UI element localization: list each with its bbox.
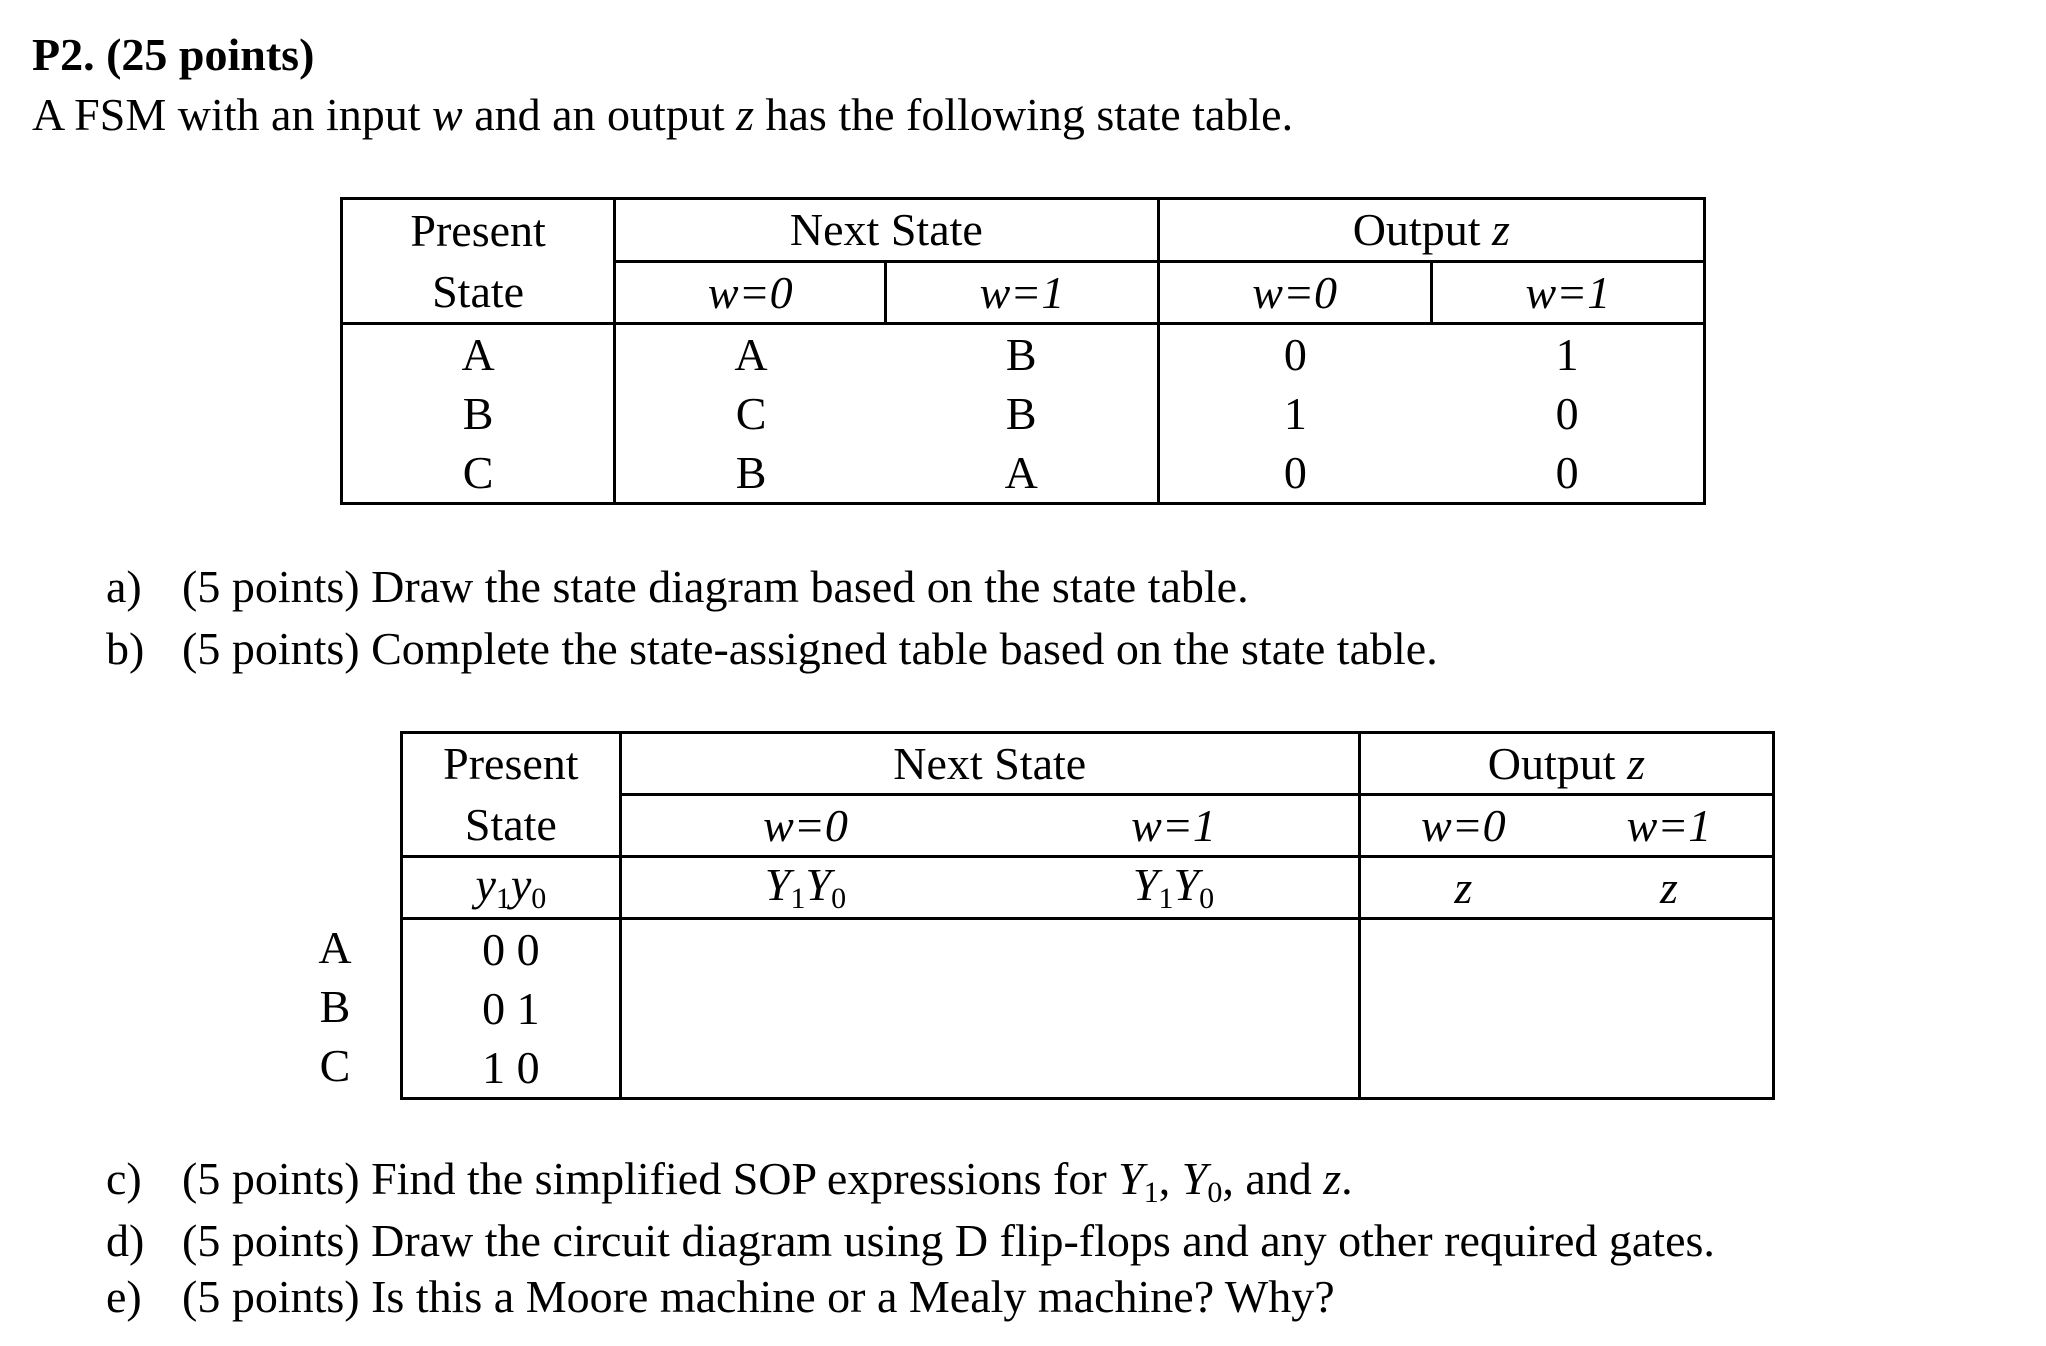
var-present-y1y0: $y_1y_0$ — [402, 857, 621, 919]
header-out-w0: w=0 — [1158, 262, 1431, 324]
table-cell: A — [886, 443, 1158, 504]
header-output: Output z — [1359, 733, 1773, 795]
header-output: Output z — [1158, 199, 1704, 262]
table-cell: 1 — [1283, 387, 1307, 439]
header-next-w0: w=0 — [620, 795, 989, 857]
question-d: d) (5 points) Draw the circuit diagram using D flip-flops and any other required gates. — [106, 1215, 1715, 1266]
state-assigned-table — [400, 731, 1775, 1100]
question-e: e) (5 points) Is this a Moore machine or a Mealy machine? Why? — [106, 1271, 1335, 1322]
header-out-w1: w=1 — [1566, 795, 1774, 857]
table-cell: B — [615, 443, 886, 504]
blank-cell[interactable] — [1566, 979, 1774, 1038]
table-cell: C — [735, 387, 767, 439]
header-next-w1: w=1 — [989, 795, 1359, 857]
table-cell: B — [342, 384, 615, 443]
row-label: C — [319, 1040, 351, 1091]
state-table — [340, 197, 1706, 505]
blank-cell[interactable] — [620, 919, 989, 980]
header-out-w0: w=0 — [1359, 795, 1566, 857]
code-cell: 1 0 — [402, 1038, 621, 1099]
blank-cell[interactable] — [1359, 979, 1566, 1038]
header-state: State — [342, 262, 615, 324]
var-next-w1: $Y_1Y_0$ — [989, 857, 1359, 919]
table-cell: 0 — [1431, 443, 1704, 504]
header-next-state: Next State — [620, 733, 1359, 795]
table-cell: 0 — [1283, 328, 1307, 380]
blank-cell[interactable] — [1359, 1038, 1566, 1099]
blank-cell[interactable] — [620, 979, 989, 1038]
problem-title: P2. (25 points) — [32, 29, 315, 80]
table-cell: A — [342, 324, 615, 385]
blank-cell[interactable] — [1359, 919, 1566, 980]
var-next-w0: $Y_1Y_0$ — [620, 857, 989, 919]
question-b: b) (5 points) Complete the state-assigned table based on the state table. — [106, 623, 1438, 674]
code-cell: 0 0 — [402, 919, 621, 980]
assigned-row-labels — [310, 918, 360, 1095]
header-next-w1: w=1 — [886, 262, 1158, 324]
var-out-w1: z — [1566, 857, 1774, 919]
header-present: Present — [342, 199, 615, 262]
table-cell: C — [342, 443, 615, 504]
header-state: State — [402, 795, 621, 857]
table-cell: 1 — [1431, 324, 1704, 385]
header-present: Present — [402, 733, 621, 795]
row-label: B — [319, 981, 351, 1032]
blank-cell[interactable] — [620, 1038, 989, 1099]
table-cell: B — [886, 384, 1158, 443]
blank-cell[interactable] — [989, 1038, 1359, 1099]
table-cell: 0 — [1431, 384, 1704, 443]
blank-cell[interactable] — [989, 979, 1359, 1038]
table-cell: B — [886, 324, 1158, 385]
header-next-state: Next State — [615, 199, 1158, 262]
question-a: a) (5 points) Draw the state diagram based on the state table. — [106, 561, 1249, 612]
blank-cell[interactable] — [1566, 1038, 1774, 1099]
header-next-w0: w=0 — [615, 262, 886, 324]
problem-intro: A FSM with an input w and an output z has the following state table. — [32, 89, 1294, 140]
blank-cell[interactable] — [1566, 919, 1774, 980]
header-out-w1: w=1 — [1431, 262, 1704, 324]
question-c: c) (5 points) Find the simplified SOP expressions for $Y_1$, $Y_0$, and z. — [106, 1153, 1353, 1209]
blank-cell[interactable] — [989, 919, 1359, 980]
code-cell: 0 1 — [402, 979, 621, 1038]
table-cell: 0 — [1158, 443, 1431, 504]
var-out-w0: z — [1359, 857, 1566, 919]
row-label: A — [318, 922, 352, 973]
table-cell: A — [734, 328, 768, 380]
